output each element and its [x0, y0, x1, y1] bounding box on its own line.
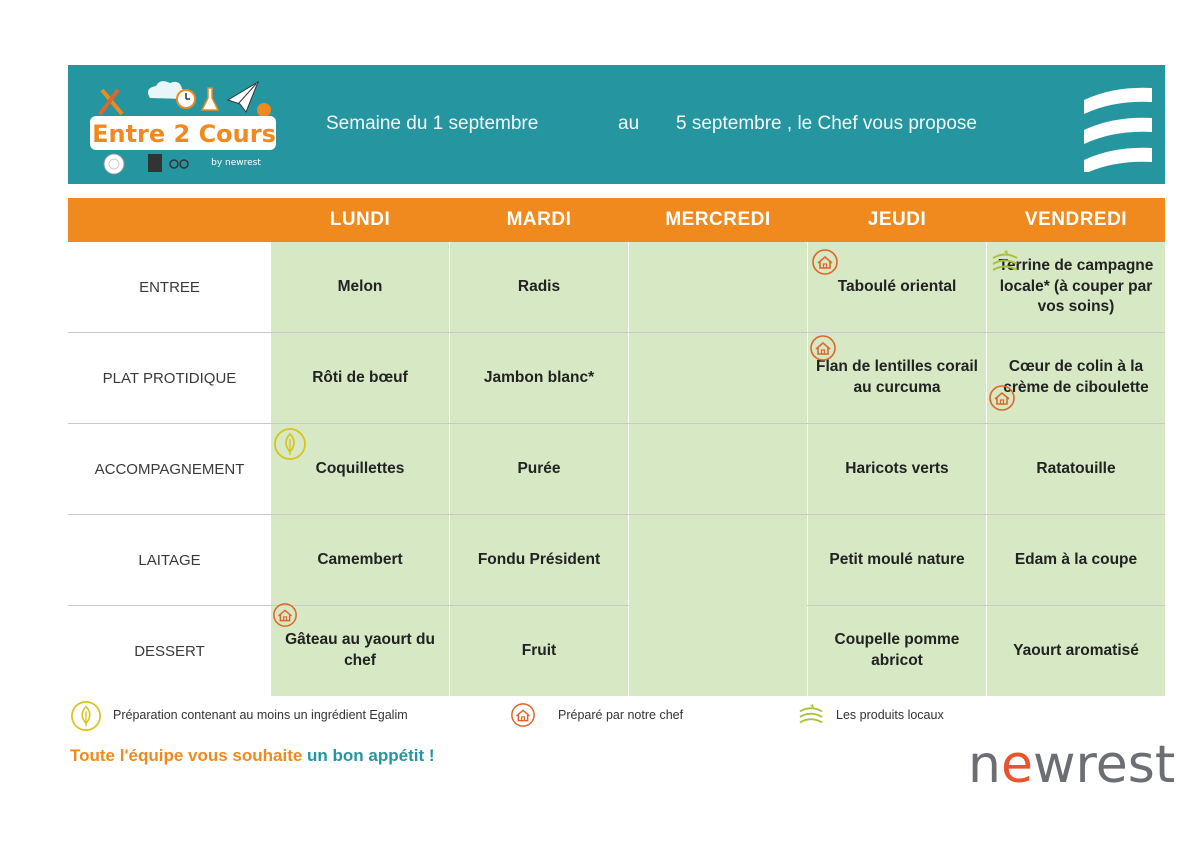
- menu-cell: Yaourt aromatisé: [987, 606, 1165, 696]
- entre-2-cours-logo: [88, 80, 288, 176]
- menu-cell: Coupelle pomme abricot: [808, 606, 986, 696]
- footer-message-part1: Toute l'équipe vous souhaite: [70, 746, 303, 765]
- row-label-dessert: DESSERT: [134, 642, 205, 660]
- menu-cell: Camembert: [271, 515, 449, 605]
- menu-cell-empty: [629, 424, 807, 514]
- menu-cell: Purée: [450, 424, 628, 514]
- menu-cell: Fondu Président: [450, 515, 628, 605]
- legend-egalim-icon: [70, 700, 102, 732]
- chef-prepared-icon: [811, 248, 839, 276]
- menu-cell: Ratatouille: [987, 424, 1165, 514]
- local-products-icon: [990, 250, 1020, 276]
- newrest-stripes-icon: [1078, 86, 1152, 172]
- menu-cell: Gâteau au yaourt du chef: [271, 606, 449, 696]
- menu-cell: Terrine de campagne locale* (à couper par vos soins): [987, 242, 1165, 332]
- day-header-lundi: LUNDI: [329, 209, 391, 230]
- menu-cell: Petit moulé nature: [808, 515, 986, 605]
- row-label-accompagnement: ACCOMPAGNEMENT: [94, 461, 245, 478]
- menu-cell: Haricots verts: [808, 424, 986, 514]
- day-header-vendredi: VENDREDI: [1024, 209, 1128, 230]
- row-label-laitage: LAITAGE: [138, 552, 201, 569]
- brand-accent: e: [1000, 735, 1033, 795]
- menu-cell: Flan de lentilles corail au curcuma: [808, 333, 986, 423]
- day-header-mercredi: MERCREDI: [665, 209, 771, 230]
- week-mid-text: au: [618, 113, 640, 134]
- legend-local-text: Les produits locaux: [836, 708, 944, 722]
- menu-cell: Rôti de bœuf: [271, 333, 449, 423]
- week-end-text: 5 septembre , le Chef vous propose: [676, 113, 978, 134]
- legend-egalim-text: Préparation contenant au moins un ingrédient Egalim: [113, 708, 408, 722]
- menu-cell: Melon: [271, 242, 449, 332]
- brand-prefix: n: [968, 735, 1001, 795]
- menu-cell: Radis: [450, 242, 628, 332]
- day-header-jeudi: JEUDI: [867, 209, 927, 230]
- newrest-brand-logo: [968, 735, 1175, 795]
- row-label-entree: ENTREE: [139, 279, 200, 296]
- egalim-leaf-icon: [273, 427, 307, 461]
- week-start-text: Semaine du 1 septembre: [326, 113, 539, 134]
- menu-cell-empty: [629, 242, 807, 332]
- menu-cell: Coquillettes: [271, 424, 449, 514]
- day-header-mardi: MARDI: [506, 209, 572, 230]
- footer-message-part2: un bon appétit !: [307, 746, 435, 765]
- chef-prepared-icon: [988, 384, 1016, 412]
- menu-cell-empty: [629, 333, 807, 423]
- chef-prepared-icon: [809, 334, 837, 362]
- legend-local-icon: [796, 704, 826, 728]
- menu-cell: Taboulé oriental: [808, 242, 986, 332]
- menu-cell: Edam à la coupe: [987, 515, 1165, 605]
- legend-chef-text: Préparé par notre chef: [558, 708, 684, 722]
- footer-message: [70, 746, 435, 766]
- menu-cell: Jambon blanc*: [450, 333, 628, 423]
- menu-cell: Fruit: [450, 606, 628, 696]
- svg-text:by newrest: by newrest: [211, 158, 261, 168]
- menu-cell-empty: [629, 515, 807, 696]
- brand-suffix: wrest: [1032, 735, 1176, 795]
- chef-prepared-icon: [272, 602, 298, 628]
- legend-chef-icon: [510, 702, 536, 728]
- row-label-plat: PLAT PROTIDIQUE: [102, 370, 237, 387]
- svg-text:Entre 2 Cours: Entre 2 Cours: [92, 120, 276, 148]
- menu-cell: Cœur de colin à la crème de ciboulette: [987, 333, 1165, 423]
